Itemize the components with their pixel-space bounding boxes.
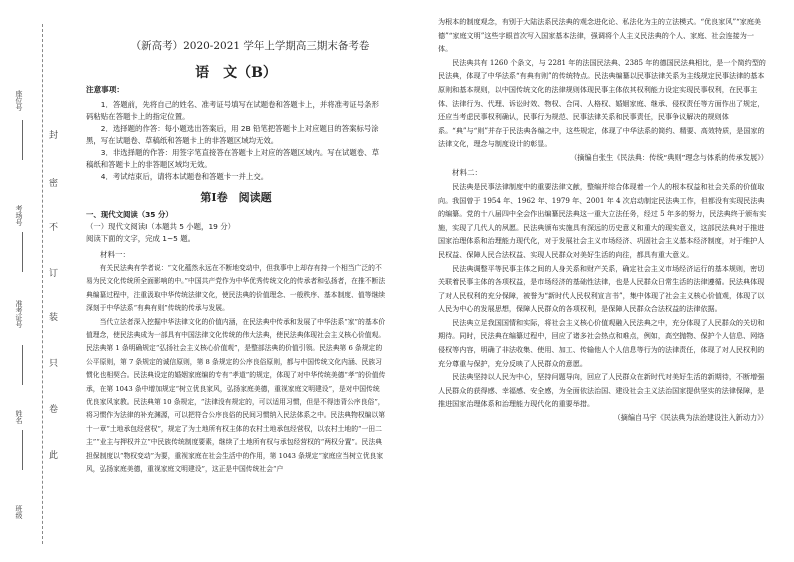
part-title: 第Ⅰ卷 阅读题 bbox=[200, 191, 272, 204]
body-paragraph: 为根本的制度观念，有别于大陆法系民法典的观念进化论、私法化为主的立法模式。“优良家风”“家庭美德”“家庭文明”这些字眼首次写入国家基本法律，强调将个人主义民法典的个人、家庭、社会连接为一体。 bbox=[438, 17, 762, 54]
body-paragraph: 民法典调整平等民事主体之间的人身关系和财产关系，确定社会主义市场经济运行的基本规则，密切关联着民事主体的各项权益，是市场经济的基础性法律，也是人民群众日常生活的法律遵循。民法典体现了对人民权利的充分保障，被誉为“新时代人民权利宣言书”，集中体现了社会主义核心价值观，体现了以人民为中心的发展思想，保障人民群众的各项权利，是保障人民群众合法权益的法律依据。 bbox=[438, 263, 765, 314]
seal-char: 不 bbox=[49, 223, 59, 233]
material1-label: 材料一： bbox=[100, 250, 130, 259]
seal-char: 卷 bbox=[49, 405, 59, 415]
seal-char: 只 bbox=[49, 359, 59, 369]
body-paragraph: 民法典坚持以人民为中心，坚持问题导向，回应了人民群众在新时代对美好生活的新期待，不断增强人民群众的获得感、幸福感、安全感，为全面依法治国、建设社会主义法治国家提供坚实的法律保障，是推进国家治理体系和治理能力现代化的重要举措。 bbox=[438, 372, 765, 409]
material2-label: 材料二： bbox=[452, 167, 482, 177]
note-item: 3．非选择题的作答：用签字笔直接答在答题卡上对应的答题区域内。写在试题卷、草稿纸和答题卡上的非答题区域均无效。 bbox=[86, 148, 379, 169]
seal-char: 封 bbox=[49, 131, 59, 141]
citation: （摘编自马宇《民法典为法治建设注入新动力》） bbox=[613, 413, 768, 423]
body-paragraph: 有关民法典有学者说：“文化蕴然永远在不断地变动中，但我事中上却存有持一个相当广泛的不易为民文化传统所全面影响的中。”中国共产党作为中华优秀传统文化的传承者和弘扬者，在推不断法典编纂过程中，注重汲取中华传统法律文化，使民法典的价值理念、一般秩序、基本制度、值等继续深刻于中华法系“有典有则”传统的传承与发展。 bbox=[86, 264, 386, 313]
seal-char: 装 bbox=[49, 313, 59, 323]
seat-number-field: 座位号 bbox=[15, 90, 23, 111]
right-column bbox=[438, 15, 768, 427]
body-paragraph: 当代立法者深入挖掘中华法律文化的价值内涵，在民法典中传承和发展了中华法系“家”的基本价值理念，使民法典成为一部具有中国法律文化传统的伟大法典，使民法典体现社会主义核心价值观。民法典第 1 条明确规定“弘扬社会主义核心价值观”，是整部法典的价值引领。民法典第 6 条规定的公平原则，第 7 条规定的诚信原则，第 8 条规定的公序良俗原则，都与中国传统文化内涵、民族习惯化也相契合。民法典设定的婚姻家庭编的专有“孝道”的规定，体现了对中华传统美德“孝”的价值传承，在第 1043 条中增加规定“树立优良家风，弘扬家庭美德，重视家庭文明建设”，是对中国传统优良家风家教。民法典第 10 条规定，“法律没有规定的，可以适用习惯，但是不得违背公序良俗”，将习惯作为法律的补充渊源，可以把符合公序良俗的民间习惯纳入民法体系之中。民法典物权编以第十一章“土地承包经营权”，规定了为土地所有权主体的农村土地承包经营权，以农村土地的“一田二主”“业主与押权并立”中民族传统制度要素，继续了土地所有权与承包经营权的“两权分置”。民法典担保制度以“物权变动”为要，重视家庭在社会生活中的作用，第 1043 条规定“家庭应当树立优良家风，弘扬家庭美德，重视家庭文明建设”，这正是中国传统社会“户 bbox=[86, 317, 386, 474]
exam-room-field: 考场号 bbox=[15, 205, 23, 226]
note-item: 2．选择题的作答：每小题选出答案后，用 2B 铅笔把答题卡上对应题目的答案标号涂黑，写在试题卷、草稿纸和答题卡上的非答题区域均无效。 bbox=[86, 124, 379, 145]
binding-strip bbox=[0, 0, 62, 562]
name-field: 姓名 bbox=[15, 410, 23, 424]
subsection-heading: （一）现代文阅读Ⅰ（本题共 5 小题，19 分） bbox=[86, 222, 235, 231]
citation: （摘编自张生《民法典：传统“典则”理念与体系的传承发展》） bbox=[570, 152, 768, 162]
note-item: 1．答题前，先将自己的姓名、准考证号填写在试题卷和答题卡上，并将准考证号条形码粘贴在答题卡上的指定位置。 bbox=[86, 100, 379, 121]
notes-heading: 注意事项： bbox=[86, 85, 124, 94]
body-paragraph: 民法典立足我国国情和实际，将社会主义核心价值观融入民法典之中，充分体现了人民群众的关切和期待。同时，民法典在编纂过程中，回应了诸多社会热点和难点，例如，高空抛物、保护个人信息、网络侵权等内容，明确了非法收集、使用、加工、传输他人个人信息等行为的法律责任，体现了对人民权利的充分尊重与保护，充分反映了人民群众的意愿。 bbox=[438, 317, 765, 368]
left-column bbox=[86, 84, 386, 477]
admission-number-line bbox=[22, 345, 23, 385]
seal-char: 此 bbox=[49, 451, 59, 461]
note-item: 4．考试结束后，请将本试题卷和答题卡一并上交。 bbox=[100, 172, 269, 181]
section-heading: 一、现代文阅读（35 分） bbox=[86, 210, 173, 219]
exam-room-line bbox=[22, 232, 23, 272]
seal-char: 密 bbox=[49, 179, 59, 189]
seal-char: 订 bbox=[49, 269, 59, 279]
body-paragraph: 民法典是民事法律制度中的重要法律文献，整编并综合体现着一个人的根本权益和社会关系的价值取向。我国曾于 1954 年、1962 年、1979 年、2001 年 4 次启动制定民法典工作，但都没有实现民法典的编纂。党的十八届四中全会作出编纂民法典这一重大立法任务，经过 5 年多的努力，民法典终于颁布实施，实现了几代人的夙愿。民法典颁布实施具有深远的历史意义和重大的现实意义，这部民法典对于推进国家治理体系和治理能力现代化，对于发展社会主义市场经济、巩固社会主义基本经济制度，对于维护人民权益、保障人民合法权益、实现人民群众对美好生活的向往，都具有重大意义。 bbox=[438, 181, 767, 259]
reading-instruction: 阅读下面的文字，完成 1~5 题。 bbox=[86, 234, 195, 243]
class-field: 班级 bbox=[15, 505, 23, 519]
subject-title: 语 文（B） bbox=[195, 65, 277, 81]
seat-number-line bbox=[22, 120, 23, 160]
body-paragraph: 民法典共有 1260 个条文，与 2281 年的法国民法典、2385 年的德国民法典相比，是一个简约型的民法典，体现了中华法系“有典有则”的传统特点。民法典编纂以民事法律关系为主线规定民事法律的基本原则和基本规则，以中国传统文化的法律规则体现民事主体依其权利能力设定实现民事权利，在民事主体、法律行为、代理、诉讼时效、物权、合同、人格权、婚姻家庭、继承、侵权责任等方面作出了规定，还应当考虑民事权利确认，民事行为规范、民事法律关系和民事责任，民事争议解决的规则体系。“典”与“则”并存于民法典各编之中，这些规定，体现了中华法系的简约、精要、高效特质，是国家的法律文化，理念与制度设计的彰显。 bbox=[438, 57, 766, 149]
exam-title: （新高考）2020-2021 学年上学期高三期末备考卷 bbox=[130, 40, 370, 52]
admission-number-field: 准考证号 bbox=[15, 300, 23, 328]
seal-dashed-line bbox=[42, 24, 43, 544]
name-line bbox=[22, 430, 23, 470]
